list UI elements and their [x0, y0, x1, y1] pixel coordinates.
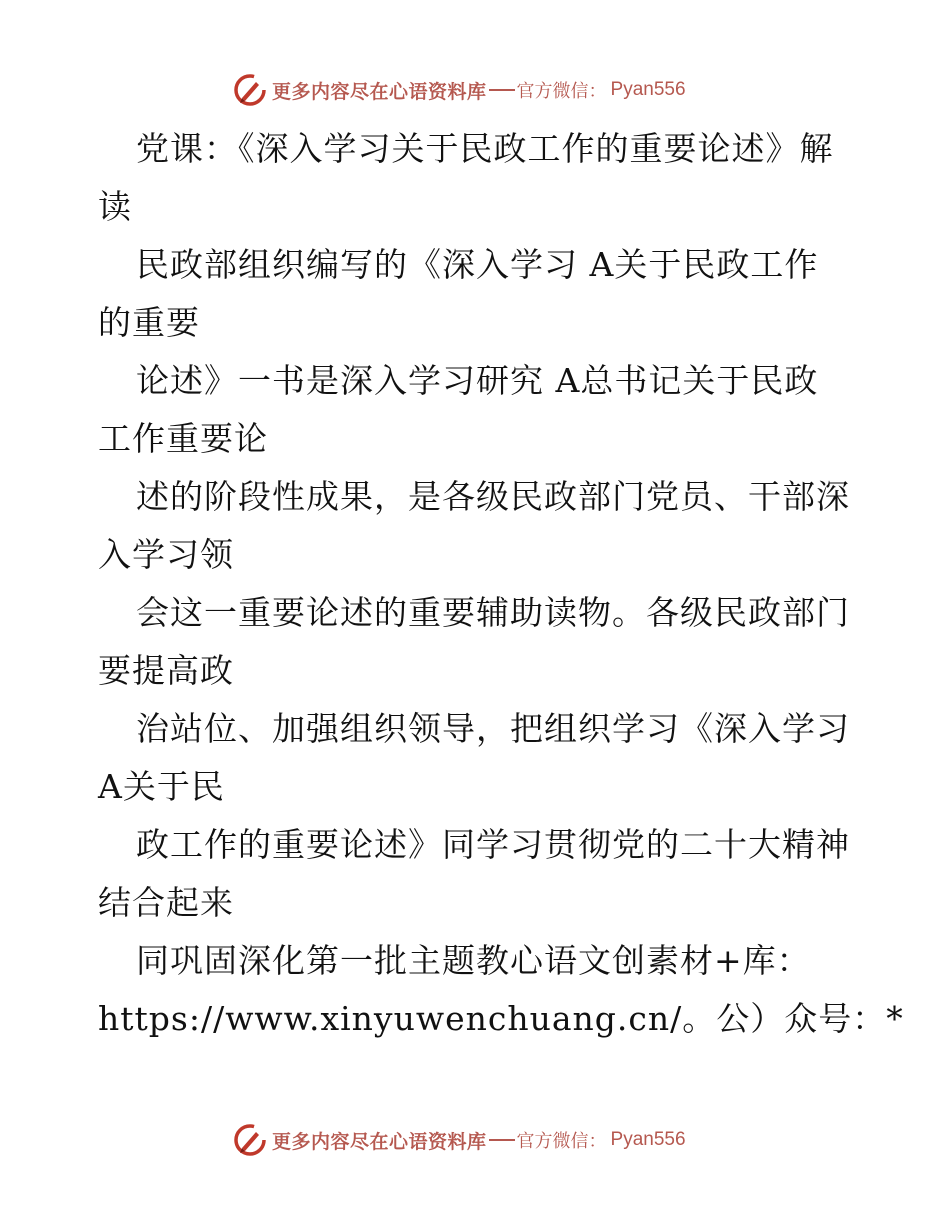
paragraph-line: 论述》一书是深入学习研究 A总书记关于民政 — [136, 361, 819, 400]
paragraph-line: 工作重要论 — [98, 419, 268, 458]
paragraph-line: 民政部组织编写的《深入学习 A关于民政工作 — [136, 245, 819, 284]
footer-watermark — [232, 1120, 686, 1160]
pen-logo-icon — [232, 1122, 268, 1158]
footer-watermark-dash — [489, 1139, 515, 1141]
paragraph-line: 的重要 — [98, 303, 200, 342]
paragraph-line: 结合起来 — [98, 883, 234, 922]
paragraph-line: 会这一重要论述的重要辅助读物。各级民政部门 — [136, 593, 850, 632]
header-watermark-text: 更多内容尽在心语资料库 — [272, 80, 487, 103]
paragraph-line: A关于民 — [98, 767, 225, 806]
pen-logo-icon — [232, 72, 268, 108]
paragraph-line: 政工作的重要论述》同学习贯彻党的二十大精神 — [136, 825, 850, 864]
paragraph-line-url: https://www.xinyuwenchuang.cn/。公）众号：* — [98, 999, 904, 1038]
paragraph-line: 要提高政 — [98, 651, 234, 690]
document-body — [98, 120, 904, 1048]
paragraph-line: 同巩固深化第一批主题教心语文创素材+库： — [136, 941, 811, 980]
paragraph-line: 述的阶段性成果，是各级民政部门党员、干部深 — [136, 477, 850, 516]
footer-watermark-wechat-id: Pyan556 — [610, 1129, 686, 1150]
footer-watermark-wechat-label: 官方微信： — [516, 1131, 607, 1152]
header-watermark-dash — [489, 89, 515, 91]
paragraph-line: 入学习领 — [98, 535, 234, 574]
paragraph-line: 治站位、加强组织领导，把组织学习《深入学习 — [136, 709, 850, 748]
document-title-line-1: 党课：《深入学习关于民政工作的重要论述》解 — [136, 129, 834, 168]
header-watermark-wechat-id: Pyan556 — [610, 79, 686, 100]
document-title-line-2: 读 — [98, 187, 132, 226]
header-watermark — [232, 70, 686, 110]
header-watermark-wechat-label: 官方微信： — [516, 81, 607, 102]
footer-watermark-text: 更多内容尽在心语资料库 — [272, 1130, 487, 1153]
